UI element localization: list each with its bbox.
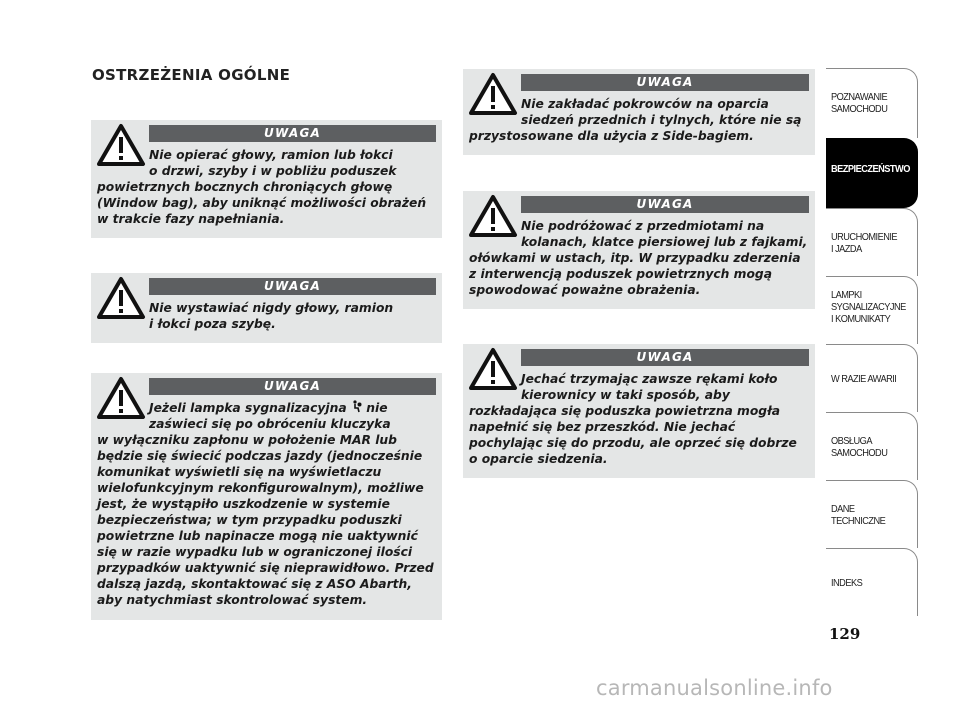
warning-box [463, 191, 815, 309]
warning-text: Jechać trzymając zawsze rękami koło kierownicy w taki sposób, aby rozkładająca się poduszka powietrzna mogła napełnić się bez przeszkód. Nie jechać pochylając się do przodu, ale oprzeć się dobrze o oparcie siedzenia. [469, 372, 797, 466]
warning-header: UWAGA [149, 378, 436, 395]
page-number: 129 [829, 625, 861, 643]
warning-box [91, 373, 442, 620]
tab-label: LAMPKI SYGNALIZACYJNE I KOMUNIKATY [831, 289, 906, 325]
warning-header: UWAGA [149, 278, 436, 295]
tab-w-razie-awarii[interactable] [826, 344, 918, 412]
tab-uruchomienie-i-jazda[interactable] [826, 208, 918, 276]
warning-text: Nie opierać głowy, ramion lub łokci o drzwi, szyby i w pobliżu poduszek powietrznych bocznych chroniących głowę (Window bag), aby uniknąć możliwości obrażeń w trakcie fazy napełniania. [97, 148, 427, 226]
tab-obsluga-samochodu[interactable] [826, 412, 918, 480]
tab-label: INDEKS [831, 577, 863, 589]
tab-label: URUCHOMIENIE I JAZDA [831, 231, 898, 255]
tab-bezpieczenstwo[interactable] [826, 138, 918, 208]
warning-box [91, 120, 442, 238]
warning-text: Nie wystawiać nigdy głowy, ramion i łokci poza szybę. [149, 301, 394, 331]
section-title: OSTRZEŻENIA OGÓLNE [92, 66, 291, 84]
warning-box [463, 344, 815, 478]
warning-box [463, 69, 815, 155]
tab-label: W RAZIE AWARII [831, 373, 897, 385]
warning-text: Nie zakładać pokrowców na oparcia siedzeń przednich i tylnych, które nie są przystosowane dla użycia z Side-bagiem. [469, 97, 802, 143]
watermark: carmanualsonline.info [596, 676, 833, 700]
warning-header: UWAGA [521, 196, 809, 213]
tab-poznawanie-samochodu[interactable] [826, 68, 918, 138]
warning-box [91, 273, 442, 343]
tab-label: OBSŁUGA SAMOCHODU [831, 435, 888, 459]
tab-indeks[interactable] [826, 548, 918, 616]
tab-label: POZNAWANIE SAMOCHODU [831, 91, 888, 115]
warning-text: Jeżeli lampka sygnalizacyjna nie zaświeci się po obróceniu kluczyka w wyłączniku zapłonu w położenie MAR lub będzie się świecić podczas jazdy (jednocześnie komunikat wyświetli się na wyświetlaczu wielofunkcyjnym rekonfigurowalnym), możliwe jest, że wystąpiło uszkodzenie w systemie bezpieczeństwa; w tym przypadku poduszki powietrzne lub napinacze mogą nie uaktywnić się w razie wypadku lub w ograniczonej ilości przypadków uaktywnić się nieprawidłowo. Przed dalszą jazdą, skontaktować się z ASO Abarth, aby natychmiast skontrolować system. [97, 401, 434, 607]
warning-header: UWAGA [521, 349, 809, 366]
tab-label: BEZPIECZEŃSTWO [831, 163, 910, 175]
warning-header: UWAGA [149, 125, 436, 142]
warning-header: UWAGA [521, 74, 809, 91]
warning-text: Nie podróżować z przedmiotami na kolanach, klatce piersiowej lub z fajkami, ołówkami w ustach, itp. W przypadku zderzenia z interwencją poduszek powietrznych mogą spowodować poważne obrażenia. [469, 219, 808, 297]
tab-lampki-sygnalizacyjne[interactable] [826, 276, 918, 344]
airbag-warning-icon [351, 400, 362, 413]
tab-label: DANE TECHNICZNE [831, 503, 886, 527]
tab-dane-techniczne[interactable] [826, 480, 918, 548]
